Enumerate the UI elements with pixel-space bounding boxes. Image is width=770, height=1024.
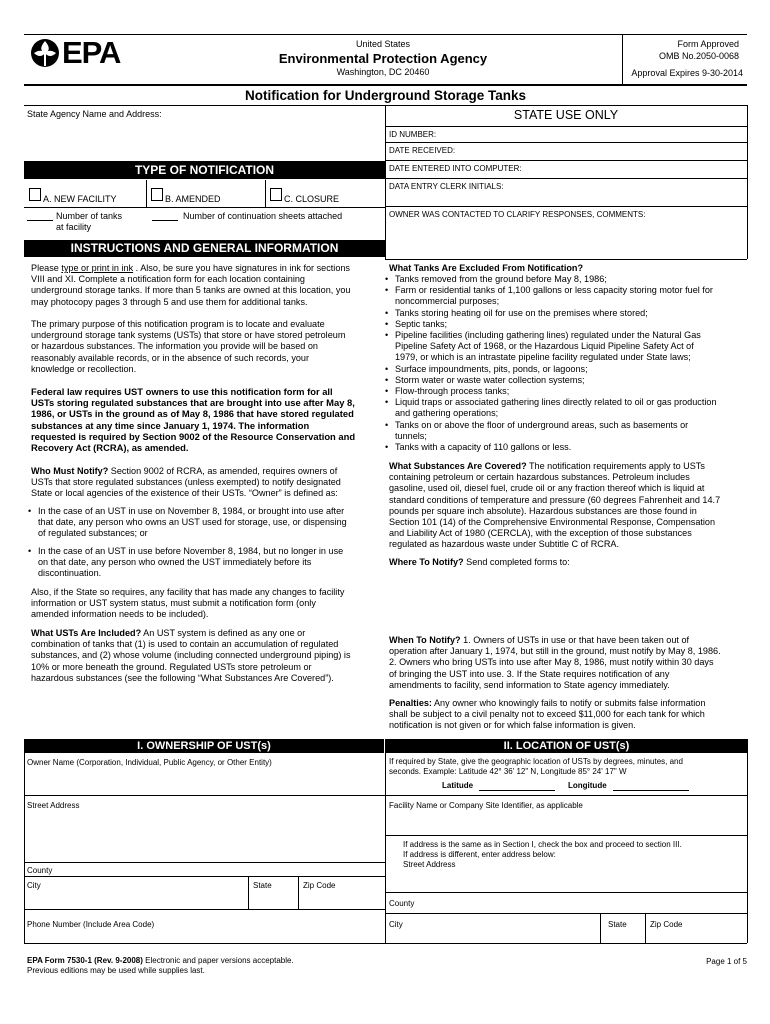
num-sheets-label: Number of continuation sheets attached [183,211,343,221]
latitude-field[interactable] [479,790,555,791]
longitude-field[interactable] [613,790,689,791]
location-heading: II. LOCATION OF UST(s) [386,739,747,753]
instructions-heading: INSTRUCTIONS AND GENERAL INFORMATION [24,240,385,257]
approval-expires: Approval Expires 9-30-2014 [631,68,743,78]
type-or-print-link: type or print in ink [61,263,134,273]
where-to-notify: Where To Notify? Send completed forms to: [389,557,570,567]
instructions-p1: Please type or print in ink . Also, be sure you have signatures in ink for sections VIII and XI. Complete a notification form for each location containing underground storage tanks. If more than 5 tanks are owned at this location, you may photocopy pages 3 through 5 and use them for additional tanks. [31,263,351,307]
facility-name-field[interactable] [386,812,746,834]
excluded-item: • Flow-through process tanks; [383,386,745,397]
num-sheets-field[interactable] [152,220,178,221]
owner-name-label: Owner Name (Corporation, Individual, Public Agency, or Other Entity) [27,758,272,767]
excluded-item: • Septic tanks; [383,319,745,330]
location-city-label: City [389,920,403,929]
excluded-heading: What Tanks Are Excluded From Notification? [389,263,584,273]
instructions-p2: The primary purpose of this notification program is to locate and evaluate underground storage tank systems (USTs) that store or have stored petroleum or hazardous substances. The information you provide will be based on reasonably available records, or in the absence of such records, your knowledge or recollection. [31,319,346,374]
closure-checkbox[interactable] [270,188,282,201]
instructions-p3: Federal law requires UST owners to use this notification form for all USTs storing regulated substances that are brought into use after May 8, 1986, or USTs in the ground as of May 8, 1986 that have stored regulated substances at any time since January 1, 1974. The information requested is required by Section 9002 of the Resource Conservation and Recovery Act (RCRA), as amended. [31,386,356,454]
owner-phone-field[interactable] [25,930,384,942]
who-must-notify: Who Must Notify? Section 9002 of RCRA, as amended, requires owners of USTs that store regulated substances (unless exempted) to notify designated State or local agencies of the existence of their USTs. “Owner” is defined as: [31,466,341,499]
epa-logo [30,36,122,70]
footer-previous: Previous editions may be used while supplies last. [27,966,205,975]
id-number-label: ID NUMBER: [389,130,437,139]
state-agency-label: State Agency Name and Address: [27,109,162,119]
agency-city: Washington, DC 20460 [336,67,430,77]
address-note: If address is the same as in Section I, check the box and proceed to section III. If address is different, enter address below: [403,840,682,859]
state-agency-field[interactable] [24,120,384,160]
excluded-item: • Tanks with a capacity of 110 gallons or less. [383,442,745,453]
excluded-item: • Tanks on or above the floor of underground areas, such as basements or tunnels; [383,420,745,442]
amended-label: B. AMENDED [165,194,221,204]
clerk-initials-label: DATA ENTRY CLERK INITIALS: [389,182,504,191]
latitude-label: Latitude [442,781,474,790]
form-title: Notification for Underground Storage Tanks [244,88,526,103]
date-received-label: DATE RECEIVED: [389,146,456,155]
owner-county-label: County [27,866,53,875]
amended-checkbox[interactable] [151,188,163,201]
epa-flower-icon [30,37,60,69]
type-of-notification-heading: TYPE OF NOTIFICATION [24,161,385,179]
who-bullet-2: • In the case of an UST in use before November 8, 1984, but no longer in use on that date, any person who owned the UST immediately before its discontinuation. [26,546,383,580]
who-bullet-1: • In the case of an UST in use on November 8, 1984, or brought into use after that date, any person who owns an UST used for storage, use, or dispensing of regulated substances; or [26,506,383,540]
closure-label: C. CLOSURE [284,194,340,204]
epa-wordmark: EPA [62,35,121,70]
footer-form-id: EPA Form 7530-1 (Rev. 9-2008) Electronic and paper versions acceptable. [27,956,294,965]
instructions-also: Also, if the State so requires, any facility that has made any changes to facility information or UST system status, must submit a notification form (only amended information needs to be included). [31,587,345,620]
new-facility-checkbox[interactable] [29,188,41,201]
agency-name: Environmental Protection Agency [278,51,488,66]
state-use-only: STATE USE ONLY [513,108,619,122]
owner-phone-label: Phone Number (Include Area Code) [27,920,155,929]
location-county-label: County [389,899,415,908]
excluded-item: • Storm water or waste water collection systems; [383,375,745,386]
form-approved: Form Approved [677,39,739,49]
excluded-item: • Surface impoundments, pits, ponds, or lagoons; [383,364,745,375]
excluded-item: • Tanks removed from the ground before May 8, 1986; [383,274,745,285]
excluded-item: • Liquid traps or associated gathering lines directly related to oil or gas production and gathering operations; [383,397,745,419]
what-usts-included: What USTs Are Included? An UST system is defined as any one or combination of tanks that (1) is used to contain an accumulation of regulated substances, and (2) whose volume (including connected underground piping) is 10% or more beneath the ground. Regulated USTs store petroleum or hazardous substances (see the following “What Substances Are Covered”). [31,628,351,683]
owner-contacted-label: OWNER WAS CONTACTED TO CLARIFY RESPONSES, COMMENTS: [389,210,646,219]
geo-note: If required by State, give the geographic location of USTs by degrees, minutes, and seconds. Example: Latitude 42° 36' 12" N, Longitude 85° 24' 17" W [389,757,683,776]
longitude-label: Longitude [568,781,607,790]
owner-name-field[interactable] [25,770,384,794]
num-tanks-field[interactable] [27,220,53,221]
excluded-item: • Farm or residential tanks of 1,100 gallons or less capacity storing motor fuel for noncommercial purposes; [383,285,745,307]
penalties: Penalties: Any owner who knowingly fails to notify or submits false information shall be subject to a civil penalty not to exceed $11,000 for each tank for which notification is not given or for which false information is given. [389,698,706,731]
facility-name-label: Facility Name or Company Site Identifier, as applicable [389,801,583,810]
owner-state-label: State [253,881,272,890]
excluded-item: • Tanks storing heating oil for use on the premises where stored; [383,308,745,319]
page-number: Page 1 of 5 [706,957,747,966]
owner-street-field[interactable] [25,812,384,862]
location-street-label: Street Address [403,860,456,869]
owner-zip-label: Zip Code [303,881,336,890]
ownership-heading: I. OWNERSHIP OF UST(s) [24,739,384,753]
substances-covered: What Substances Are Covered? The notification requirements apply to USTs containing petroleum or certain hazardous substances. Petroleum includes gasoline, used oil, diesel fuel, crude oil or any fraction thereof which is liquid at standard conditions of temperature and pressure (60 degrees Fahrenheit and 14.7 pounds per square inch absolute). Hazardous substances are those found in Section 101 (14) of the Comprehensive Environmental Response, Compensation and Liability Act of 1980 (CERCLA), with the exception of those substances regulated as hazardous waste under Subtitle C of RCRA. [389,461,721,550]
excluded-list [383,274,745,453]
date-entered-label: DATE ENTERED INTO COMPUTER: [389,164,522,173]
new-facility-label: A. NEW FACILITY [43,194,117,204]
owner-street-label: Street Address [27,801,80,810]
owner-city-label: City [27,881,41,890]
same-address-checkbox[interactable] [389,839,399,849]
who-bullets [26,506,383,579]
location-zip-label: Zip Code [650,920,683,929]
location-state-label: State [608,920,627,929]
location-street-field[interactable] [386,871,746,891]
num-tanks-label: Number of tanks at facility [56,211,123,232]
agency-line1: United States [355,39,411,49]
excluded-item: • Pipeline facilities (including gathering lines) regulated under the Natural Gas Pipeline Safety Act of 1968, or the Hazardous Liquid Pipeline Safety Act of 1979, or which is an intrastate pipeline facility regulated under State laws; [383,330,745,364]
when-to-notify: When To Notify? 1. Owners of USTs in use or that have been taken out of operation after January 1, 1974, but still in the ground, must notify by May 8, 1986. 2. Owners who bring USTs into use after May 8, 1986, must notify within 30 days of bringing the UST into use. 3. If the State requires notification of any amendments to facility, send information to State agency immediately. [389,635,721,690]
omb-number: OMB No.2050-0068 [658,51,739,61]
